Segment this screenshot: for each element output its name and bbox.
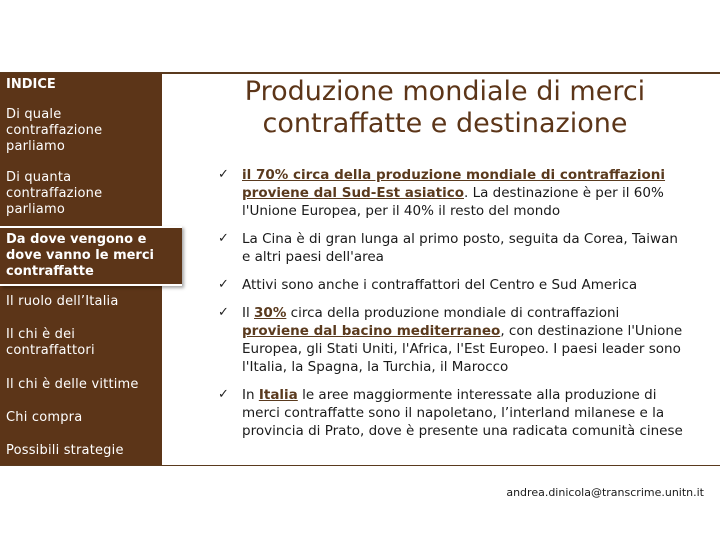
checkmark-icon: ✓	[218, 305, 229, 320]
highlight-text: il 70% circa della produzione mondiale di contraffazioni proviene dal Sud-Est asiatico	[242, 167, 666, 201]
bottom-divider	[0, 465, 720, 466]
bullet-item	[218, 304, 690, 376]
bullet-item	[218, 276, 690, 294]
sidebar-item-da-dove-vengono[interactable]: Da dove vengono e dove vanno le merci contraffatte	[0, 226, 182, 286]
highlight-text: Italia	[258, 387, 298, 403]
bullet-text: Attivi sono anche i contraffattori del Centro e Sud America	[242, 277, 638, 293]
bullet-text: le aree maggiormente interessate alla produzione di merci contraffatte sono il napoletano, l’interland milanese e la provincia di Prato, dove è presente una radicata comunità cinese	[242, 387, 683, 439]
footer-email: andrea.dinicola@transcrime.unitn.it	[506, 486, 704, 499]
bullet-text: La Cina è di gran lunga al primo posto, seguita da Corea, Taiwan e altri paesi dell'area	[242, 231, 678, 265]
sidebar-item-ruolo-italia[interactable]: Il ruolo dell’Italia	[6, 294, 119, 309]
checkmark-icon: ✓	[218, 231, 229, 246]
bullet-text: In	[242, 387, 259, 403]
bullet-text: , con destinazione l'Unione Europea, gli Stati Uniti, l'Africa, l'Est Europeo. I paesi leader sono l'Italia, la Spagna, la Turchia, il Marocco	[242, 323, 683, 375]
highlight-text: 30%	[254, 305, 287, 321]
bullet-item	[218, 166, 690, 220]
bullet-text: Il	[242, 305, 255, 321]
sidebar-item-strategie[interactable]: Possibili strategie	[6, 443, 124, 458]
sidebar-item-di-quanta[interactable]: Di quanta contraffazione parliamo	[6, 170, 103, 217]
bullet-list	[218, 166, 690, 450]
bullet-item	[218, 230, 690, 266]
checkmark-icon: ✓	[218, 387, 229, 402]
sidebar-item-contraffattori[interactable]: Il chi è dei contraffattori	[6, 327, 95, 358]
checkmark-icon: ✓	[218, 167, 229, 182]
sidebar-item-chi-compra[interactable]: Chi compra	[6, 410, 83, 425]
sidebar-heading-indice: INDICE	[6, 77, 56, 92]
slide-title: Produzione mondiale di merci contraffatte e destinazione	[244, 76, 646, 139]
checkmark-icon: ✓	[218, 277, 229, 292]
sidebar-item-vittime[interactable]: Il chi è delle vittime	[6, 377, 139, 392]
highlight-text: proviene dal bacino mediterraneo	[242, 323, 501, 339]
sidebar-item-di-quale[interactable]: Di quale contraffazione parliamo	[6, 107, 103, 154]
bullet-text: . La destinazione è per il 60% l'Unione Europea, per il 40% il resto del mondo	[242, 185, 664, 219]
bullet-item	[218, 386, 690, 440]
bullet-text: circa della produzione mondiale di contraffazioni	[286, 305, 620, 321]
